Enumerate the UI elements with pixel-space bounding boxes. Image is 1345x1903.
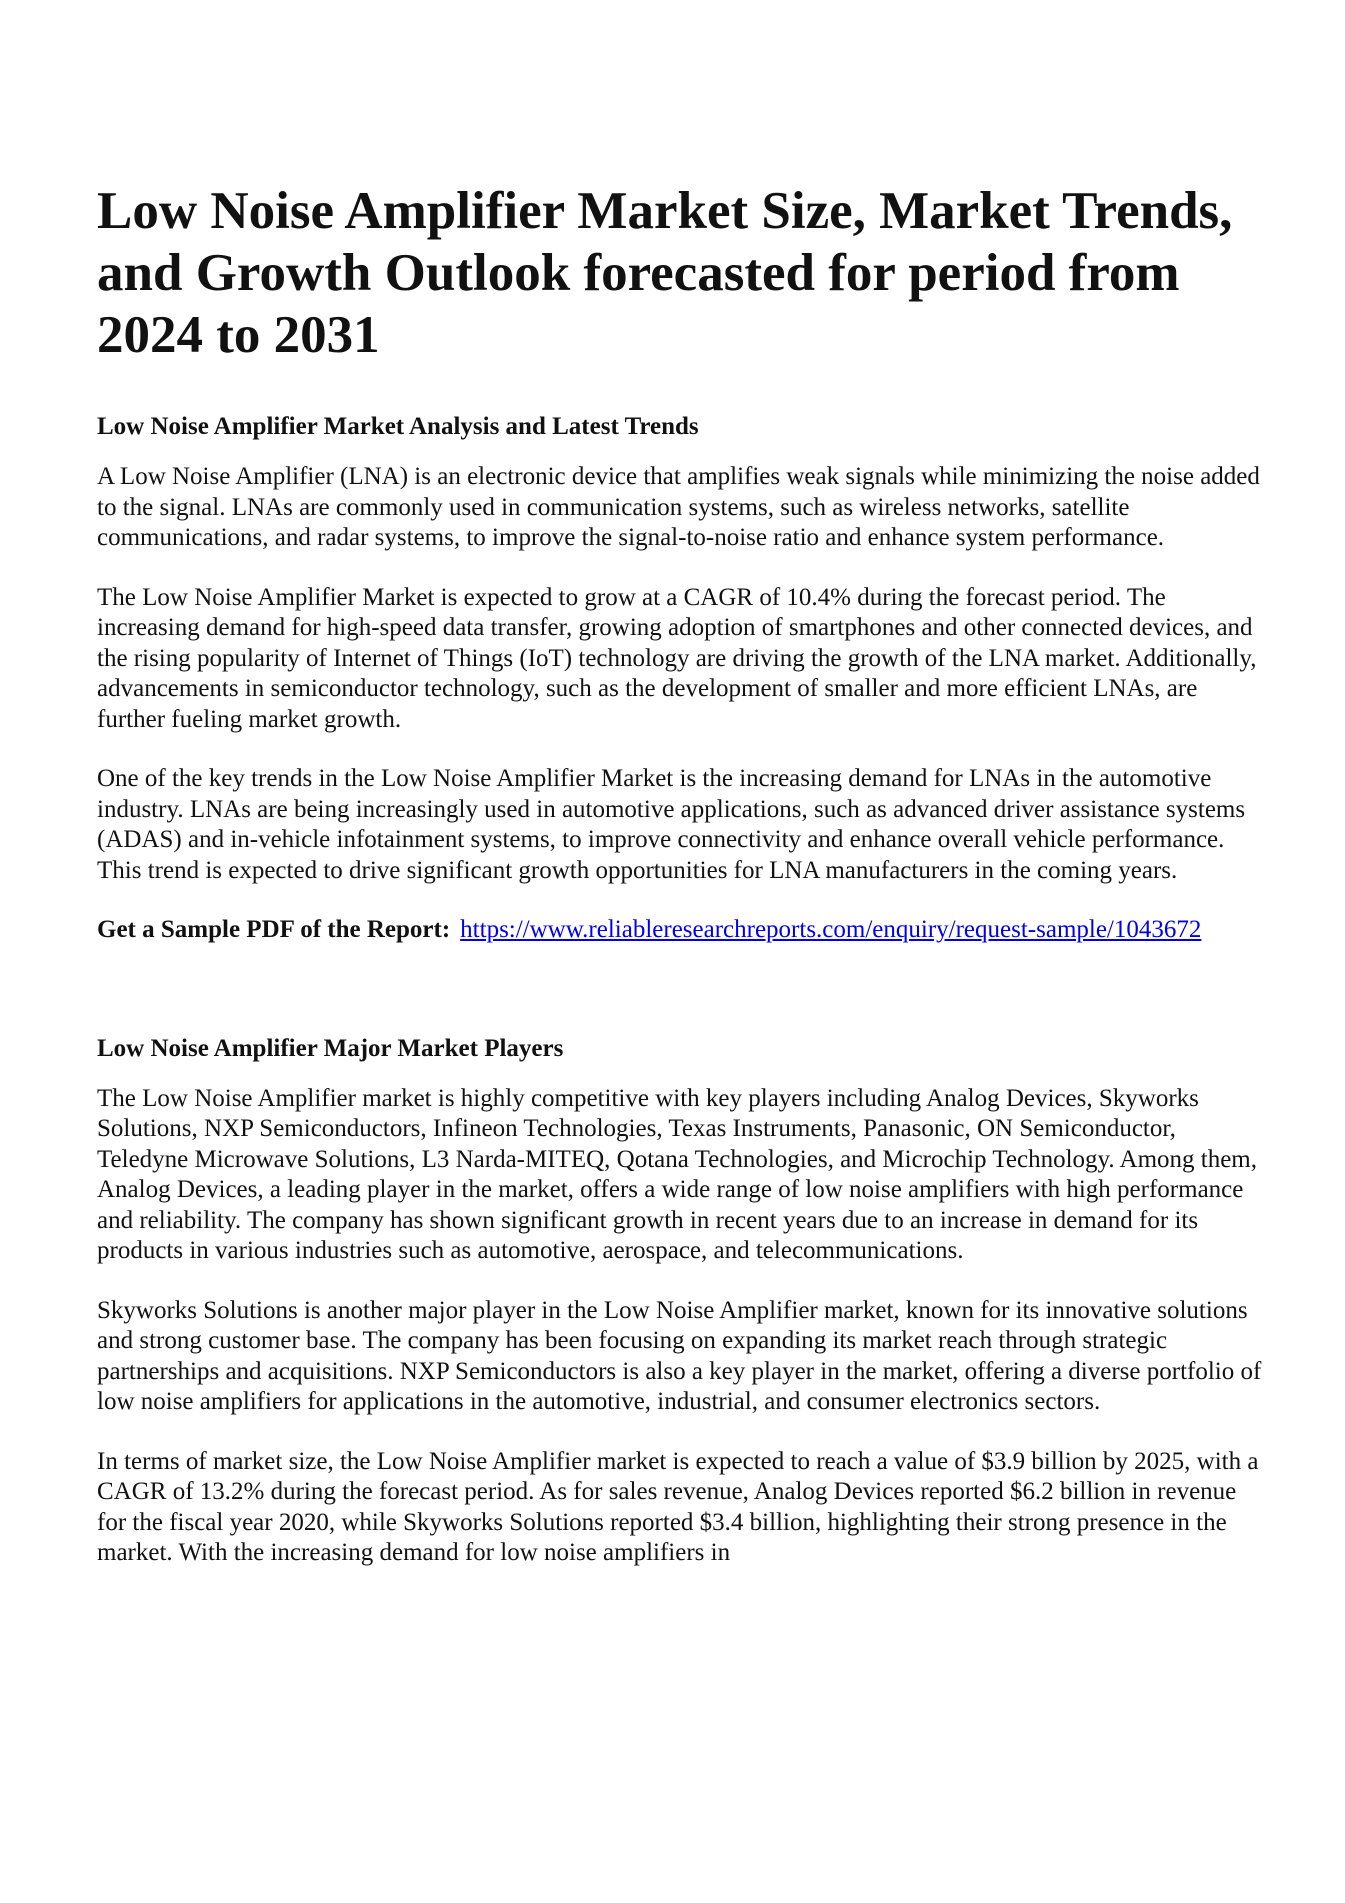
section-heading-players: Low Noise Amplifier Major Market Players — [97, 1034, 564, 1062]
paragraph: The Low Noise Amplifier market is highly competitive with key players including Analog Devices, Skyworks Solutions, NXP Semiconductors, Infineon Technologies, Texas Instruments, Panasonic, ON Semiconductor, Teledyne Microwave Solutions, L3 Narda-MITEQ, Qotana Technologies, and Microchip Technology. Among them, Analog Devices, a leading player in the market, offers a wide range of low noise amplifiers with high performance and reliability. The company has shown significant growth in recent years due to an increase in demand for its products in various industries such as automotive, aerospace, and telecommunications. — [97, 1084, 1257, 1264]
paragraph: Skyworks Solutions is another major player in the Low Noise Amplifier market, known for its innovative solutions and strong customer base. The company has been focusing on expanding its market reach through strategic partnerships and acquisitions. NXP Semiconductors is also a key player in the market, offering a diverse portfolio of low noise amplifiers for applications in the automotive, industrial, and consumer electronics sectors. — [97, 1296, 1262, 1415]
document-body — [97, 180, 1267, 1598]
section-heading-analysis: Low Noise Amplifier Market Analysis and Latest Trends — [97, 413, 699, 440]
sample-pdf-link[interactable]: https://www.reliableresearchreports.com/enquiry/request-sample/1043672 — [460, 916, 1202, 943]
sample-pdf-label: Get a Sample PDF of the Report: — [97, 916, 451, 943]
paragraph: A Low Noise Amplifier (LNA) is an electronic device that amplifies weak signals while minimizing the noise added to the signal. LNAs are commonly used in communication systems, such as wireless networks, satellite communications, and radar systems, to improve the signal-to-noise ratio and enhance system performance. — [97, 463, 1260, 551]
paragraph: One of the key trends in the Low Noise Amplifier Market is the increasing demand for LNAs in the automotive industry. LNAs are being increasingly used in automotive applications, such as advanced driver assistance systems (ADAS) and in-vehicle infotainment systems, to improve connectivity and enhance overall vehicle performance. This trend is expected to drive significant growth opportunities for LNA manufacturers in the coming years. — [97, 765, 1246, 884]
sample-pdf-line — [97, 915, 1267, 946]
paragraph: The Low Noise Amplifier Market is expected to grow at a CAGR of 10.4% during the forecast period. The increasing demand for high-speed data transfer, growing adoption of smartphones and other connected devices, and the rising popularity of Internet of Things (IoT) technology are driving the growth of the LNA market. Additionally, advancements in semiconductor technology, such as the development of smaller and more efficient LNAs, are further fueling market growth. — [97, 583, 1257, 733]
paragraph: In terms of market size, the Low Noise Amplifier market is expected to reach a value of $3.9 billion by 2025, with a CAGR of 13.2% during the forecast period. As for sales revenue, Analog Devices reported $6.2 billion in revenue for the fiscal year 2020, while Skyworks Solutions reported $3.4 billion, highlighting their strong presence in the market. With the increasing demand for low noise amplifiers in — [97, 1447, 1259, 1566]
section-spacer — [97, 946, 1267, 1034]
page-title: Low Noise Amplifier Market Size, Market Trends, and Growth Outlook forecasted for period from 2024 to 2031 — [97, 182, 1233, 364]
